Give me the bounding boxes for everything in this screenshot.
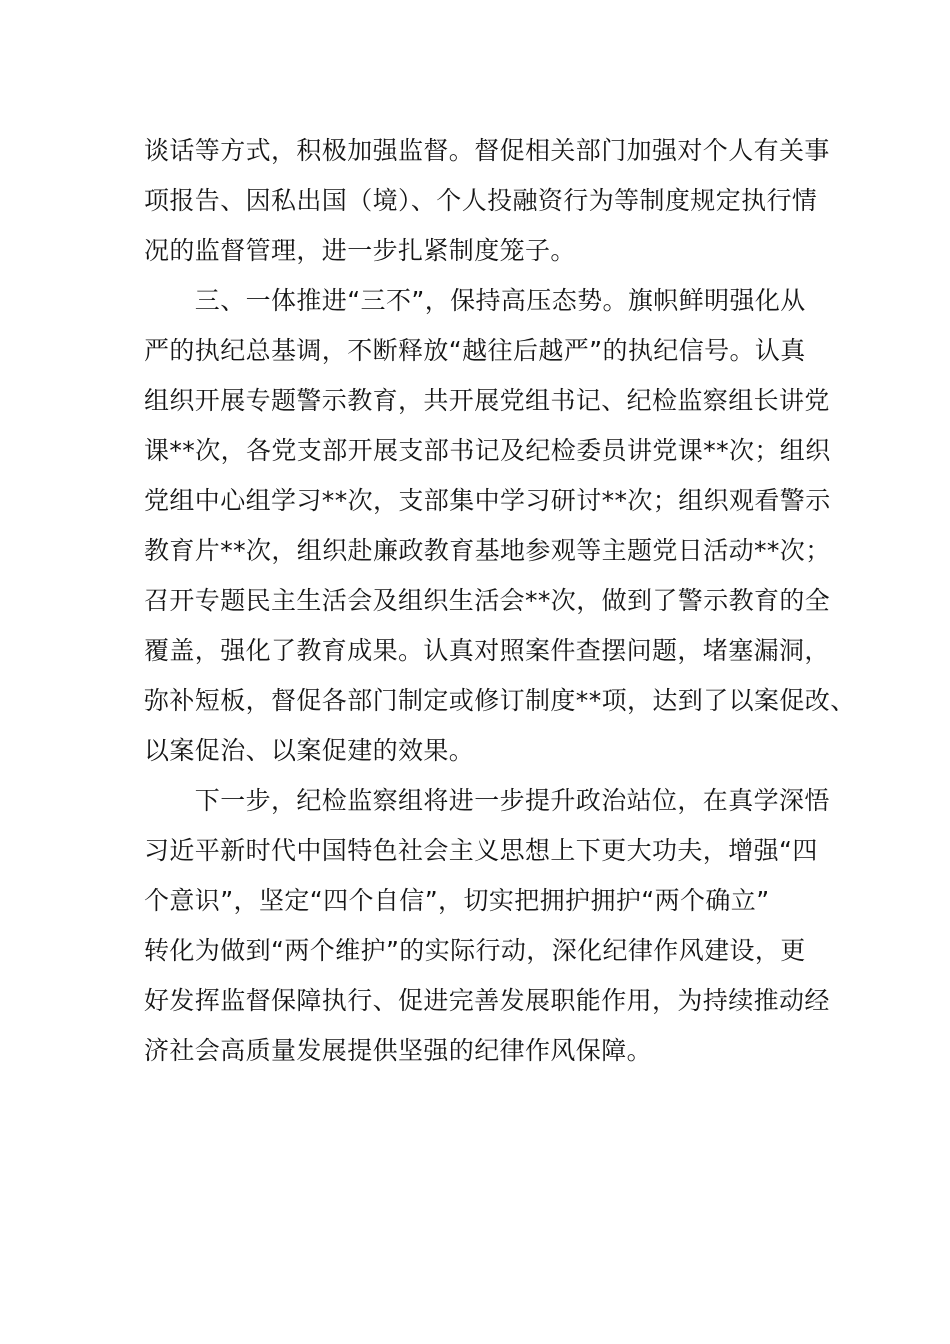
text-line: 况的监督管理，进一步扎紧制度笼子。 — [144, 236, 576, 265]
text-line: 好发挥监督保障执行、促进完善发展职能作用，为持续推动经 — [144, 986, 830, 1015]
body-text — [144, 126, 856, 1076]
text-line: 严的执纪总基调，不断释放“越往后越严”的执纪信号。认真 — [144, 336, 806, 365]
text-line: 党组中心组学习**次，支部集中学习研讨**次；组织观看警示 — [144, 486, 831, 515]
text-line: 下一步，纪检监察组将进一步提升政治站位，在真学深悟 — [144, 786, 830, 815]
text-line: 教育片**次，组织赴廉政教育基地参观等主题党日活动**次； — [144, 536, 831, 565]
paragraph-1 — [144, 126, 830, 276]
text-line: 济社会高质量发展提供坚强的纪律作风保障。 — [144, 1036, 653, 1065]
text-line: 召开专题民主生活会及组织生活会**次，做到了警示教育的全 — [144, 586, 831, 615]
paragraph-3 — [144, 776, 830, 1076]
text-line: 项报告、因私出国（境）、个人投融资行为等制度规定执行情 — [144, 186, 818, 215]
text-line: 以案促治、以案促建的效果。 — [144, 736, 475, 765]
text-line: 谈话等方式，积极加强监督。督促相关部门加强对个人有关事 — [144, 136, 830, 165]
text-line: 覆盖，强化了教育成果。认真对照案件查摆问题，堵塞漏洞， — [144, 636, 830, 665]
text-line: 弥补短板，督促各部门制定或修订制度**项，达到了以案促改、 — [144, 686, 856, 715]
text-line: 习近平新时代中国特色社会主义思想上下更大功夫，增强“四 — [144, 836, 818, 865]
paragraph-2 — [144, 276, 856, 776]
text-line: 三、一体推进“三不”，保持高压态势。旗帜鲜明强化从 — [144, 286, 806, 315]
text-line: 转化为做到“两个维护”的实际行动，深化纪律作风建设，更 — [144, 936, 806, 965]
text-line: 个意识”，坚定“四个自信”，切实把拥护拥护“两个确立” — [144, 886, 770, 915]
text-line: 组织开展专题警示教育，共开展党组书记、纪检监察组长讲党 — [144, 386, 830, 415]
text-line: 课**次，各党支部开展支部书记及纪检委员讲党课**次；组织 — [144, 436, 831, 465]
